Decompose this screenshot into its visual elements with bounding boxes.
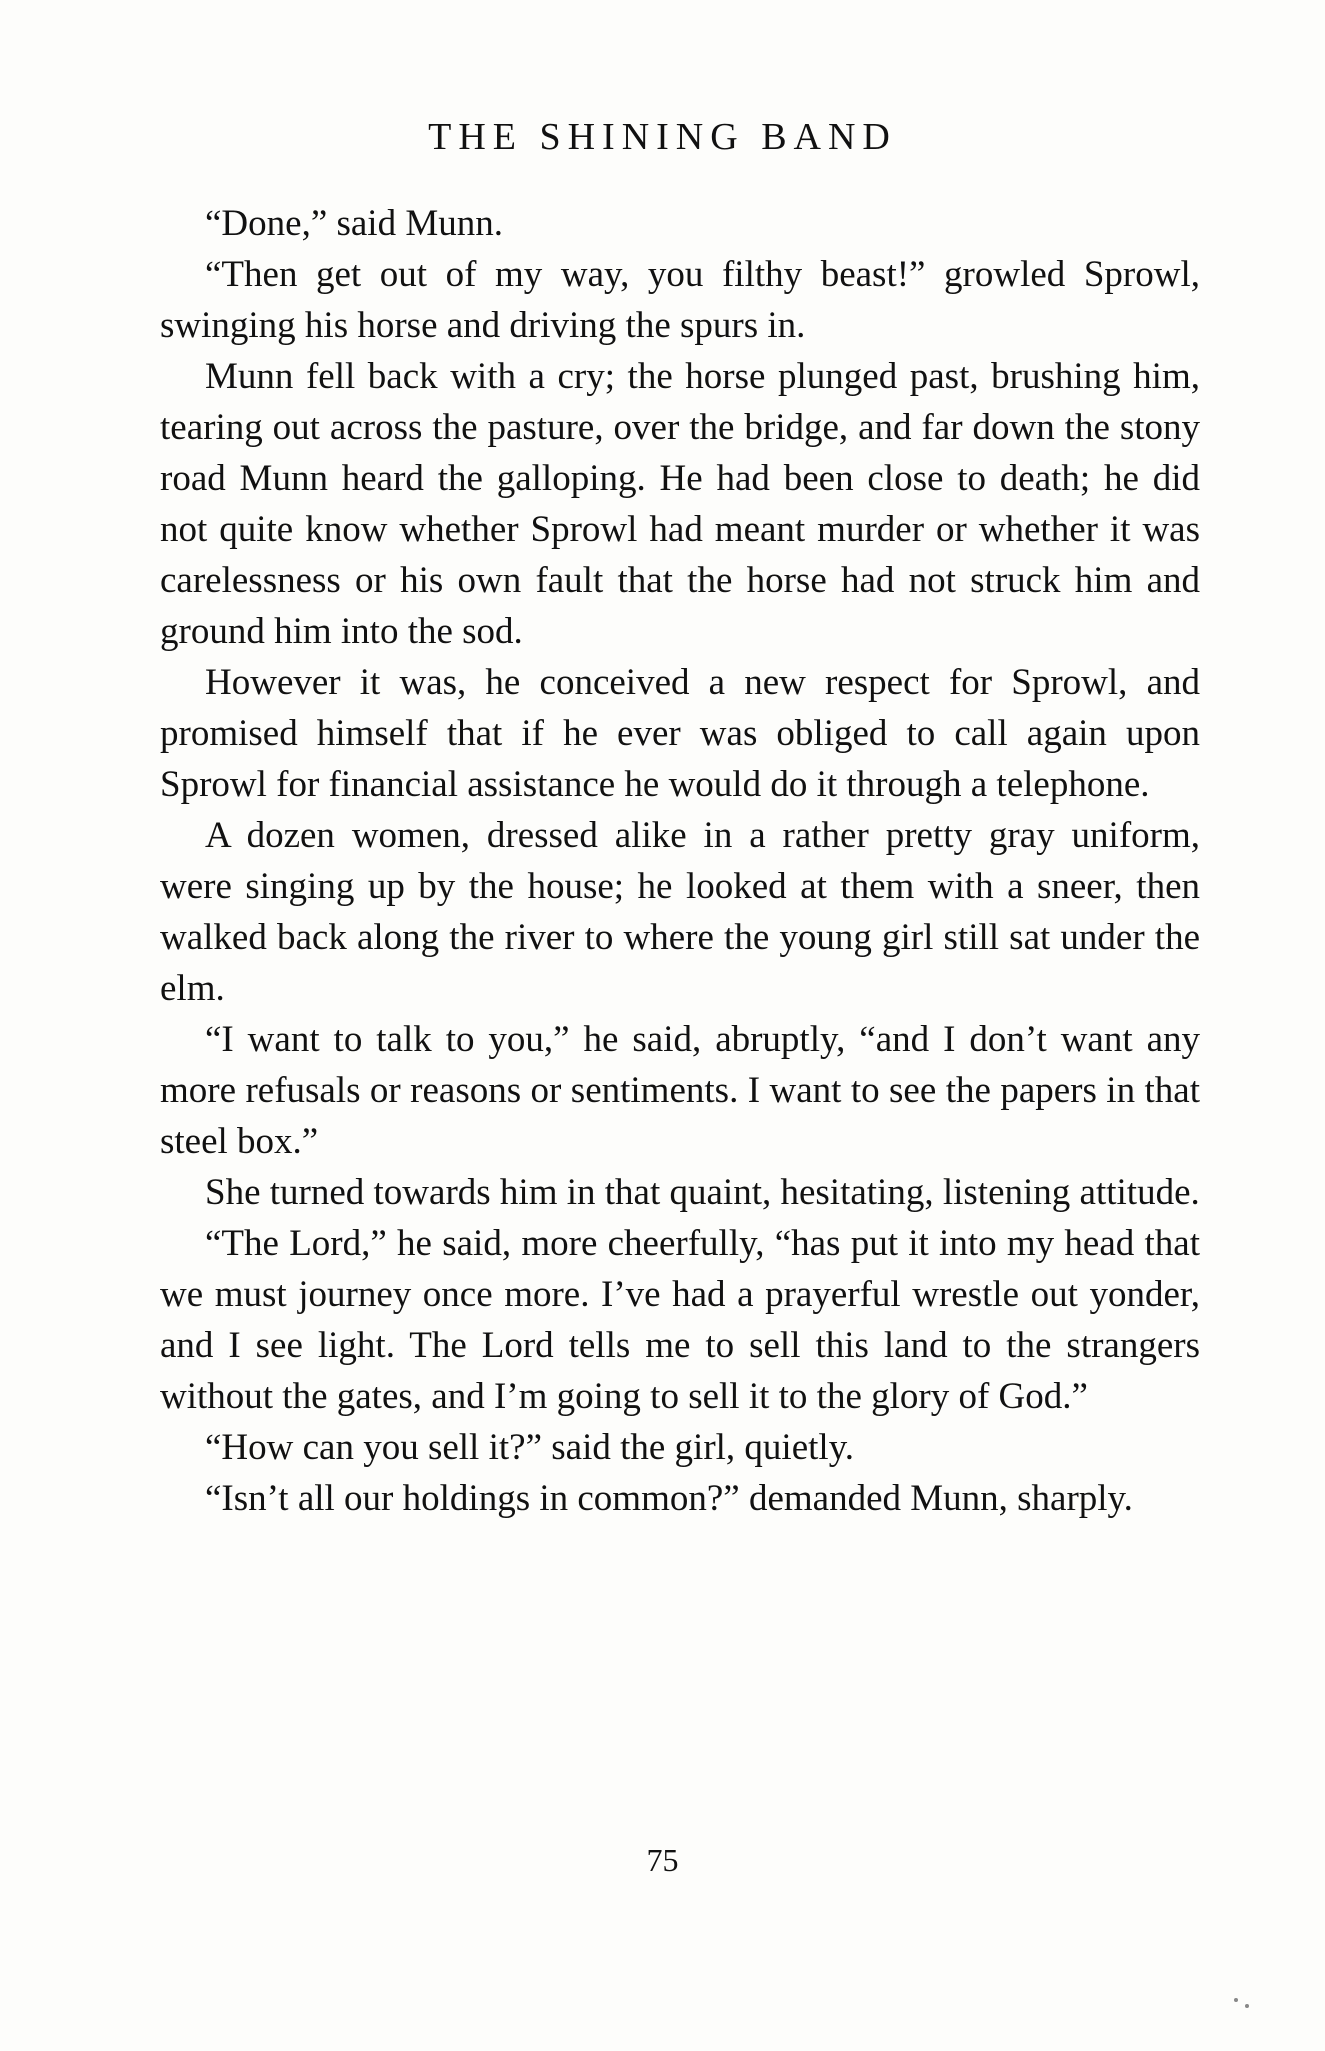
paragraph-3: Munn fell back with a cry; the horse plunged past, brushing him, tearing out across the pasture, over the bridge, and far down the stony road Munn heard the galloping. He had been close to death; he did not quite know whether Sprowl had meant murder or whether it was carelessness or his own fault that the horse had not struck him and ground him into the sod. — [160, 356, 1200, 652]
paragraph-6: “I want to talk to you,” he said, abruptly, “and I don’t want any more refusals or reasons or sentiments. I want to see the papers in that steel box.” — [160, 1019, 1200, 1162]
running-head: THE SHINING BAND — [428, 116, 897, 158]
paragraph-8: “The Lord,” he said, more cheerfully, “has put it into my head that we must journey once more. I’ve had a prayerful wrestle out yonder, and I see light. The Lord tells me to sell this land to the strangers without the gates, and I’m going to sell it to the glory of God.” — [160, 1223, 1200, 1417]
paragraph-1: “Done,” said Munn. — [205, 203, 503, 244]
paragraph-4: However it was, he conceived a new respect for Sprowl, and promised himself that if he ever was obliged to call again upon Sprowl for financial assistance he would do it through a telephone. — [160, 662, 1200, 805]
body-text — [160, 198, 1200, 1524]
paper-speck — [1234, 1998, 1238, 2002]
paragraph-10: “Isn’t all our holdings in common?” demanded Munn, sharply. — [205, 1478, 1133, 1519]
paragraph-2: “Then get out of my way, you filthy beast!” growled Sprowl, swinging his horse and driving the spurs in. — [160, 254, 1200, 346]
paragraph-9: “How can you sell it?” said the girl, quietly. — [205, 1427, 855, 1468]
page-number: 75 — [646, 1842, 679, 1878]
paper-speck — [1245, 2004, 1249, 2008]
paragraph-5: A dozen women, dressed alike in a rather pretty gray uniform, were singing up by the house; he looked at them with a sneer, then walked back along the river to where the young girl still sat under the elm. — [160, 815, 1200, 1009]
paragraph-7: She turned towards him in that quaint, hesitating, listening attitude. — [205, 1172, 1200, 1213]
